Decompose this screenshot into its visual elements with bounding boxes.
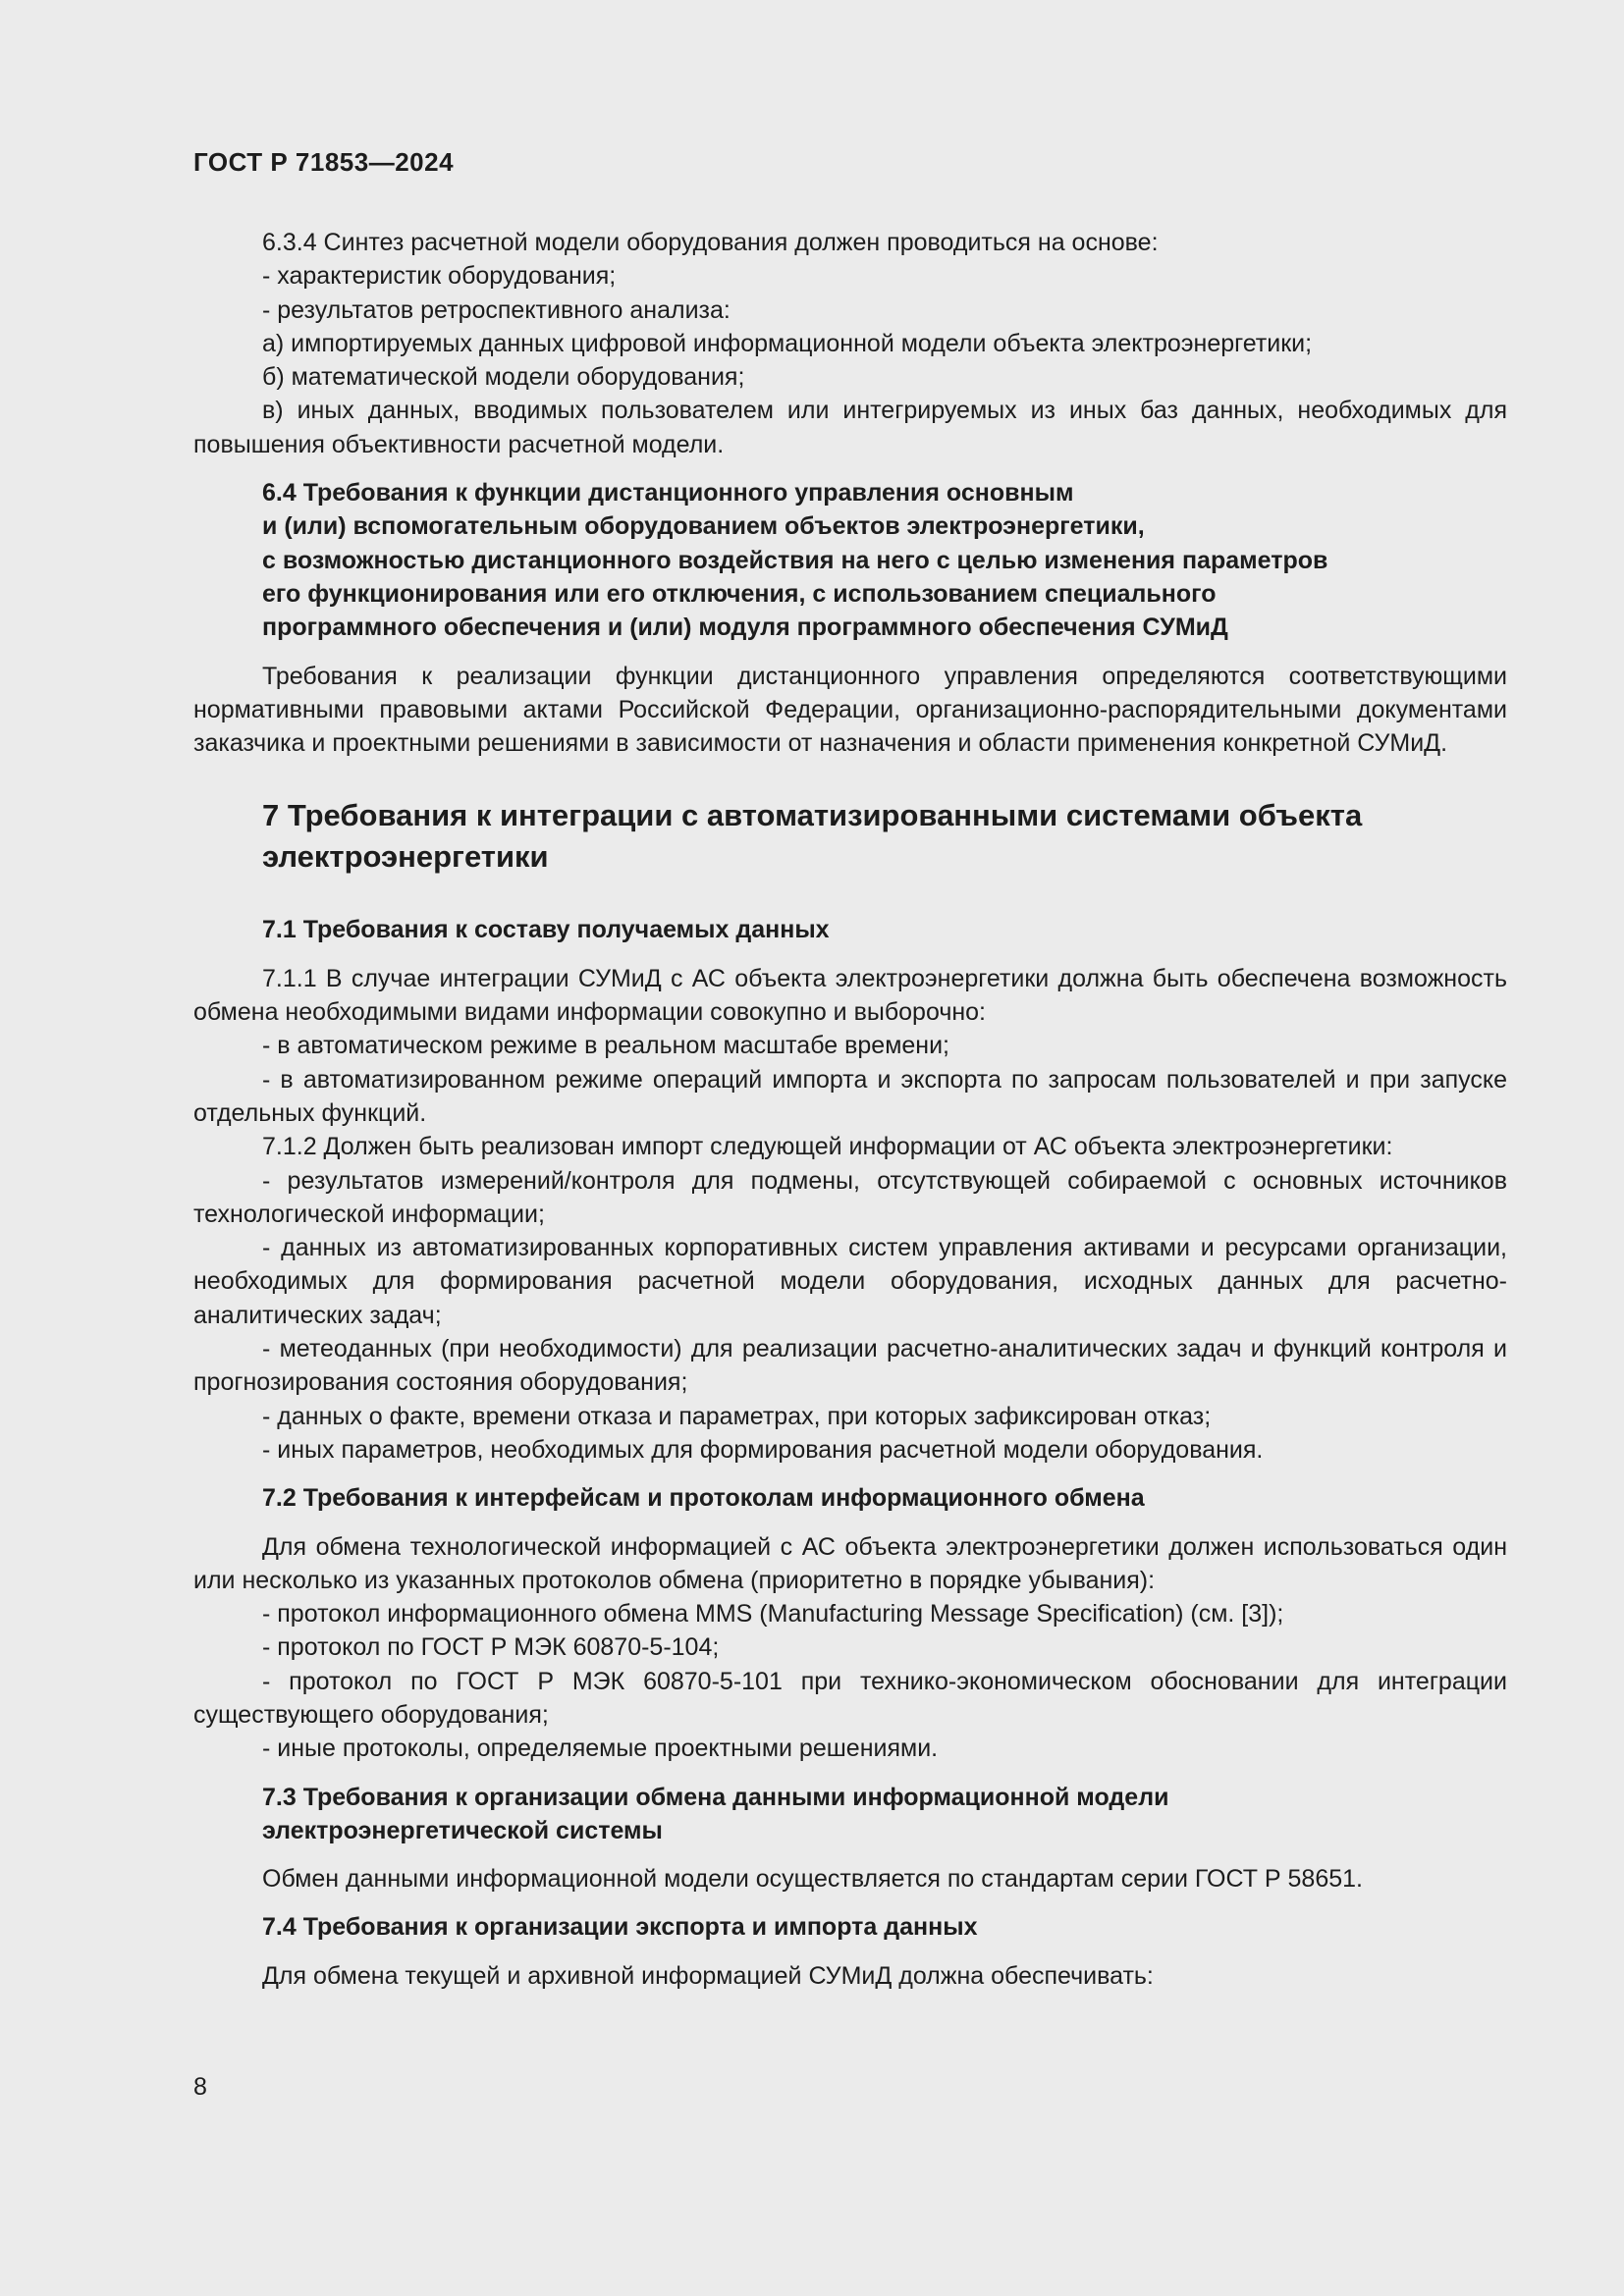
list-item: - результатов ретроспективного анализа: [262, 295, 731, 324]
document-header: ГОСТ Р 71853—2024 [193, 147, 455, 177]
heading-7-3 [193, 1781, 1507, 1848]
list-item: в) иных данных, вводимых пользователем или интегрируемых из иных баз данных, необходимых для повышения объективности расчетной модели. [193, 397, 1507, 458]
heading-7-2: 7.2 Требования к интерфейсам и протоколам информационного обмена [262, 1484, 1145, 1513]
document-body [193, 226, 1507, 1993]
list-item: - результатов измерений/контроля для подмены, отсутствующей собираемой с основных источников технологической информации; [193, 1166, 1507, 1228]
list-item: - данных о факте, времени отказа и параметрах, при которых зафиксирован отказ; [262, 1402, 1212, 1430]
heading-line: его функционирования или его отключения, с использованием специального [262, 579, 1217, 608]
list-item: - иные протоколы, определяемые проектными решениями. [262, 1735, 939, 1763]
heading-line: электроэнергетической системы [262, 1816, 663, 1844]
heading-line: программного обеспечения и (или) модуля программного обеспечения СУМиД [262, 614, 1228, 642]
list-item: - протокол по ГОСТ Р МЭК 60870-5-101 при технико-экономическом обосновании для интеграции существующего оборудования; [193, 1667, 1507, 1729]
clause-7-1-1: 7.1.1 В случае интеграции СУМиД с АС объекта электроэнергетики должна быть обеспечена возможность обмена необходимыми видами информации совокупно и выборочно: [193, 964, 1507, 1027]
heading-line: с возможностью дистанционного воздействия на него с целью изменения параметров [262, 546, 1328, 574]
page-number: 8 [193, 2073, 207, 2101]
list-item: - иных параметров, необходимых для формирования расчетной модели оборудования. [262, 1435, 1264, 1464]
heading-7-4: 7.4 Требования к организации экспорта и импорта данных [262, 1913, 978, 1942]
paragraph-7-2: Для обмена технологической информацией с АС объекта электроэнергетики должен использоваться один или несколько из указанных протоколов обмена (приоритетно в порядке убывания): [193, 1532, 1507, 1594]
heading-line: 7.3 Требования к организации обмена данными информационной модели [262, 1783, 1169, 1811]
heading-line: электроэнергетики [262, 839, 549, 875]
heading-line: 6.4 Требования к функции дистанционного управления основным [262, 479, 1074, 507]
list-item: - характеристик оборудования; [262, 262, 617, 291]
list-item: - метеоданных (при необходимости) для реализации расчетно-аналитических задач и функций контроля и прогнозирования состояния оборудования; [193, 1335, 1507, 1397]
paragraph-7-4: Для обмена текущей и архивной информацией СУМиД должна обеспечивать: [262, 1961, 1154, 1990]
list-item: а) импортируемых данных цифровой информационной модели объекта электроэнергетики; [262, 329, 1313, 357]
heading-7-1: 7.1 Требования к составу получаемых данных [262, 916, 830, 944]
clause-6-3-4: 6.3.4 Синтез расчетной модели оборудования должен проводиться на основе: [262, 229, 1159, 256]
section-heading-7 [193, 795, 1507, 878]
heading-6-4 [193, 476, 1507, 644]
clause-7-1-2: 7.1.2 Должен быть реализован импорт следующей информации от АС объекта электроэнергетики: [262, 1133, 1393, 1161]
list-item: - в автоматизированном режиме операций импорта и экспорта по запросам пользователей и при запуске отдельных функций. [193, 1065, 1507, 1127]
heading-line: 7 Требования к интеграции с автоматизированными системами объекта [262, 798, 1363, 833]
paragraph-6-4: Требования к реализации функции дистанционного управления определяются соответствующими нормативными правовыми актами Российской Федерации, организационно-распорядительными документами заказчика и проектными решениями в зависимости от назначения и области применения конкретной СУМиД. [193, 662, 1507, 758]
paragraph-7-3: Обмен данными информационной модели осуществляется по стандартам серии ГОСТ Р 58651. [262, 1865, 1363, 1894]
list-item: - данных из автоматизированных корпоративных систем управления активами и ресурсами организации, необходимых для формирования расчетной модели оборудования, исходных данных для расчетно-аналитических задач; [193, 1234, 1507, 1329]
list-item: - протокол по ГОСТ Р МЭК 60870-5-104; [262, 1633, 720, 1662]
list-item: - в автоматическом режиме в реальном масштабе времени; [262, 1032, 949, 1060]
list-item: б) математической модели оборудования; [262, 363, 745, 392]
list-item: - протокол информационного обмена MMS (Manufacturing Message Specification) (см. [3]); [262, 1600, 1284, 1629]
heading-line: и (или) вспомогательным оборудованием объектов электроэнергетики, [262, 512, 1145, 541]
